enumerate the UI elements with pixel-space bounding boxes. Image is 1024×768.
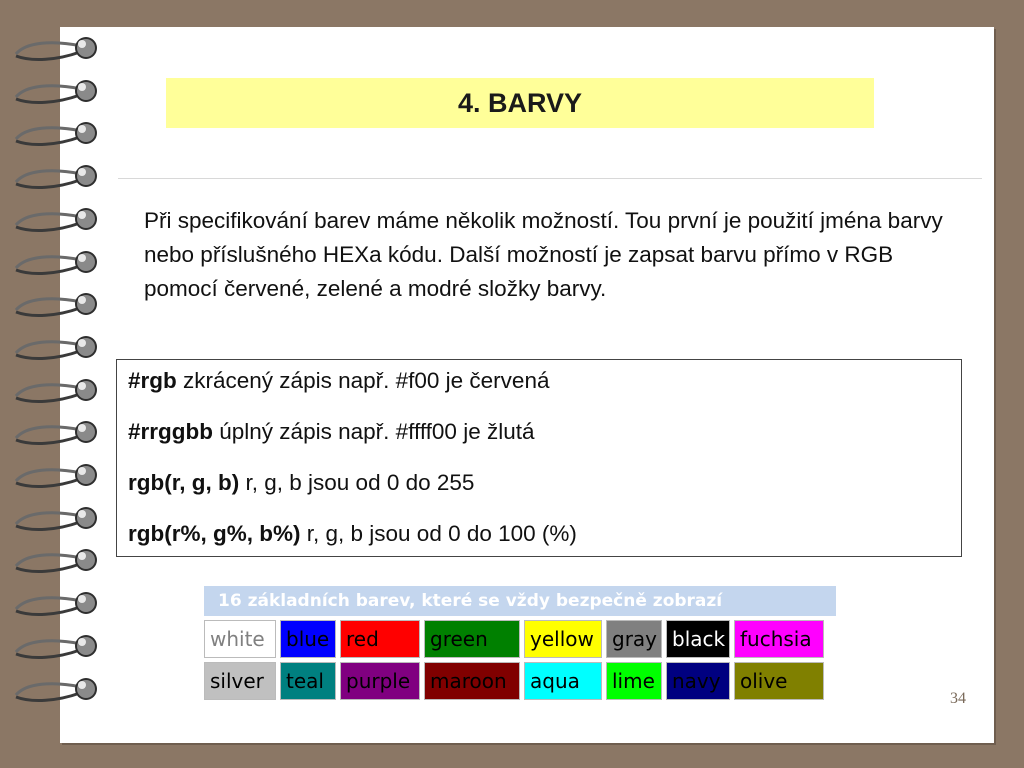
color-swatch-purple: purple <box>340 662 420 700</box>
spiral-ring <box>12 376 104 408</box>
spiral-ring <box>12 34 104 66</box>
color-swatch-red: red <box>340 620 420 658</box>
spiral-ring <box>12 546 104 578</box>
spiral-ring <box>12 77 104 109</box>
color-syntax-box <box>116 359 962 557</box>
swatch-row <box>204 620 836 658</box>
spiral-ring <box>12 504 104 536</box>
color-swatch-gray: gray <box>606 620 662 658</box>
syntax-term: #rgb <box>128 368 177 393</box>
spiral-ring <box>12 290 104 322</box>
spiral-ring <box>12 632 104 664</box>
spiral-binding <box>12 34 104 734</box>
syntax-term: rgb(r, g, b) <box>128 470 240 495</box>
divider-line <box>118 178 982 179</box>
syntax-term: #rrggbb <box>128 419 214 444</box>
color-swatch-fuchsia: fuchsia <box>734 620 824 658</box>
spiral-ring <box>12 248 104 280</box>
color-swatch-aqua: aqua <box>524 662 602 700</box>
color-swatch-olive: olive <box>734 662 824 700</box>
basic-colors-table <box>204 586 836 700</box>
colors-caption: 16 základních barev, které se vždy bezpečně zobrazí <box>204 586 836 616</box>
syntax-row-rgb-short <box>128 368 961 394</box>
syntax-description: r, g, b jsou od 0 do 100 (%) <box>300 521 577 546</box>
color-swatch-teal: teal <box>280 662 336 700</box>
swatch-row <box>204 662 836 700</box>
spiral-ring <box>12 333 104 365</box>
syntax-description: zkrácený zápis např. #f00 je červená <box>176 368 550 393</box>
color-swatch-green: green <box>424 620 520 658</box>
spiral-ring <box>12 675 104 707</box>
syntax-row-rgb-percent <box>128 521 961 547</box>
syntax-description: r, g, b jsou od 0 do 255 <box>239 470 475 495</box>
spiral-ring <box>12 162 104 194</box>
page-number: 34 <box>950 690 966 707</box>
syntax-row-rgb-function <box>128 470 961 496</box>
color-swatch-black: black <box>666 620 730 658</box>
syntax-row-rgb-full <box>128 419 961 445</box>
syntax-term: rgb(r%, g%, b%) <box>128 521 301 546</box>
color-swatch-white: white <box>204 620 276 658</box>
intro-paragraph: Při specifikování barev máme několik možností. Tou první je použití jména barvy nebo příslušného HEXa kódu. Další možností je zapsat barvu přímo v RGB pomocí červené, zelené a modré složky barvy. <box>144 208 943 301</box>
color-swatch-navy: navy <box>666 662 730 700</box>
spiral-ring <box>12 461 104 493</box>
spiral-ring <box>12 418 104 450</box>
color-swatch-yellow: yellow <box>524 620 602 658</box>
spiral-ring <box>12 205 104 237</box>
syntax-description: úplný zápis např. #ffff00 je žlutá <box>213 419 535 444</box>
title-bar <box>166 78 874 128</box>
color-swatch-silver: silver <box>204 662 276 700</box>
color-swatch-lime: lime <box>606 662 662 700</box>
spiral-ring <box>12 119 104 151</box>
color-swatch-blue: blue <box>280 620 336 658</box>
color-swatch-maroon: maroon <box>424 662 520 700</box>
spiral-ring <box>12 589 104 621</box>
slide-title: 4. BARVY <box>457 87 583 118</box>
